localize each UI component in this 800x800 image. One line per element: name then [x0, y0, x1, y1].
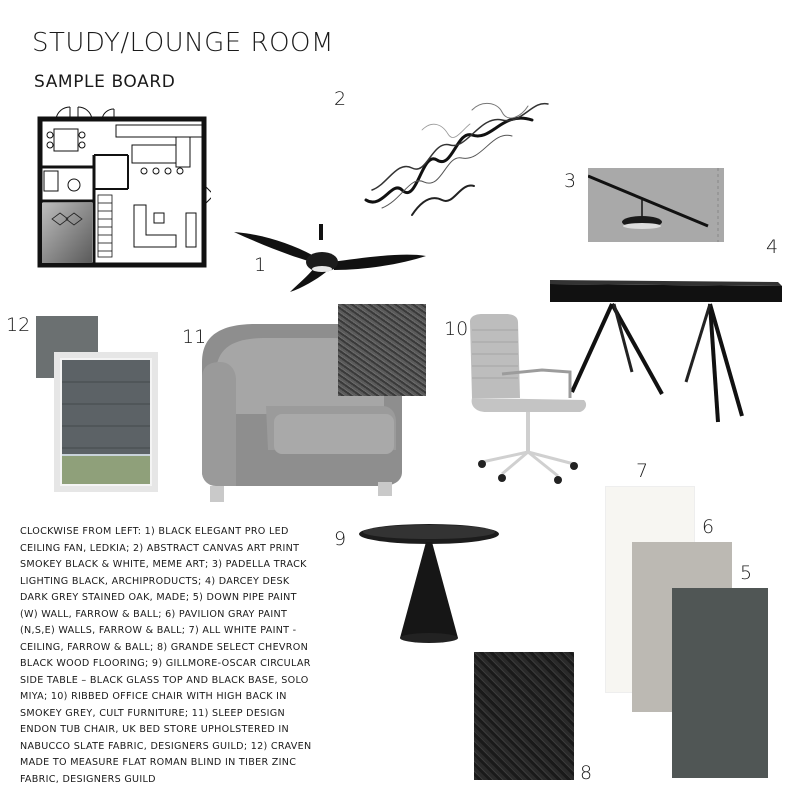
label-6: 6	[702, 516, 715, 538]
label-3: 3	[564, 170, 577, 192]
roman-blind-image	[54, 352, 158, 492]
item-caption: CLOCKWISE FROM LEFT: 1) BLACK ELEGANT PRO LED CEILING FAN, LEDKIA; 2) ABSTRACT CANVAS ART PRINT SMOKEY BLACK & WHITE, MEME ART; 3) PADELLA TRACK LIGHTING BLACK, ARCHIPRODUCTS; 4) DARCEY DESK DARK GREY STAINED OAK, MADE; 5) DOWN PIPE PAINT (W) WALL, FARROW & BALL; 6) PAVILION GRAY PAINT (N,S,E) WALLS, FARROW & BALL; 7) ALL WHITE PAINT - CEILING, FARROW & BALL; 8) GRANDE SELECT CHEVRON BLACK WOOD FLOORING; 9) GILLMORE-OSCAR CIRCULAR SIDE TABLE – BLACK GLASS TOP AND BLACK BASE, SOLO MIYA; 10) RIBBED OFFICE CHAIR WITH HIGH BACK IN SMOKEY GREY, CULT FURNITURE; 11) SLEEP DESIGN ENDON TUB CHAIR, UK BED STORE UPHOLSTERED IN NABUCCO SLATE FABRIC, DESIGNERS GUILD; 12) CRAVEN MADE TO MEASURE FLAT ROMAN BLIND IN TIBER ZINC FABRIC, DESIGNERS GUILD	[20, 526, 312, 785]
label-10: 10	[444, 318, 469, 340]
label-7: 7	[636, 460, 649, 482]
board-title: STUDY/LOUNGE ROOM	[32, 28, 334, 58]
board-subtitle: SAMPLE BOARD	[34, 72, 176, 92]
office-chair-image	[462, 314, 590, 494]
label-8: 8	[580, 762, 593, 784]
label-2: 2	[334, 88, 347, 110]
label-5: 5	[740, 562, 753, 584]
paint-swatch-down-pipe	[672, 588, 768, 778]
label-1: 1	[254, 254, 267, 276]
floor-plan	[36, 105, 211, 270]
label-11: 11	[182, 326, 207, 348]
abstract-art-image	[362, 90, 552, 220]
label-9: 9	[334, 528, 347, 550]
track-lighting-image	[588, 168, 724, 242]
flooring-swatch	[474, 652, 574, 780]
side-table-image	[356, 520, 502, 648]
chair-fabric-swatch	[338, 304, 426, 396]
label-4: 4	[766, 236, 779, 258]
label-12: 12	[6, 314, 31, 336]
